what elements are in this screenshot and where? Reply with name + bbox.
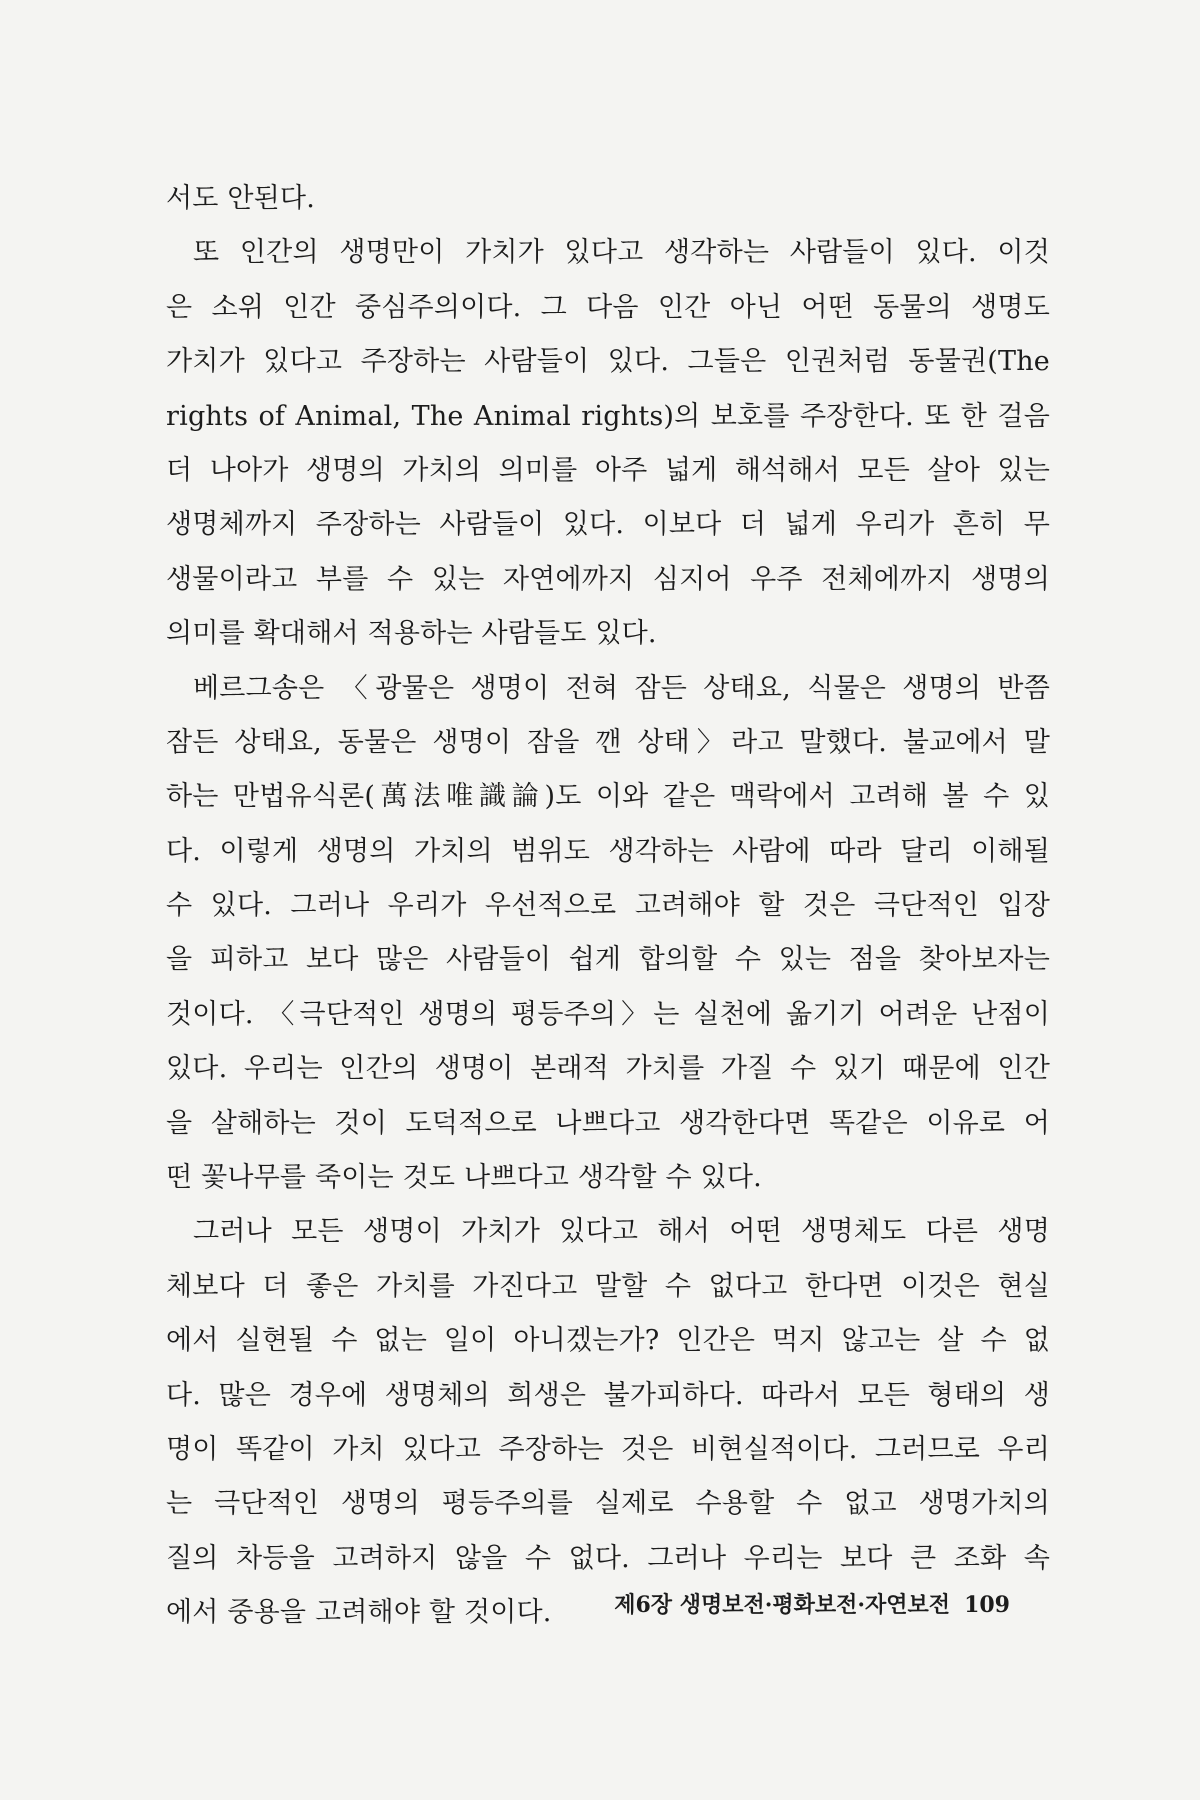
- text-line: 것이다. 〈극단적인 생명의 평등주의〉는 실천에 옮기기 어려운 난점이: [166, 998, 1050, 1030]
- page-footer: [0, 1588, 1010, 1619]
- paragraph-first-line: 베르그송은 〈광물은 생명이 전혀 잠든 상태요, 식물은 생명의 반쯤: [193, 672, 1050, 704]
- running-chapter-title: 제6장 생명보전·평화보전·자연보전: [614, 1592, 951, 1618]
- text-line: 다. 많은 경우에 생명체의 희생은 불가피하다. 따라서 모든 형태의 생: [166, 1379, 1050, 1411]
- paragraph-first-line: 또 인간의 생명만이 가치가 있다고 생각하는 사람들이 있다. 이것: [193, 237, 1050, 269]
- text-line: 가치가 있다고 주장하는 사람들이 있다. 그들은 인권처럼 동물권(The: [166, 346, 1050, 378]
- body-text: [166, 172, 1050, 1641]
- text-line: 는 극단적인 생명의 평등주의를 실제로 수용할 수 없고 생명가치의: [166, 1488, 1050, 1520]
- text-line: 하는 만법유식론(萬法唯識論)도 이와 같은 맥락에서 고려해 볼 수 있: [166, 781, 1050, 813]
- text-line: 에서 실현될 수 없는 일이 아니겠는가? 인간은 먹지 않고는 살 수 없: [166, 1325, 1050, 1357]
- text-line: 은 소위 인간 중심주의이다. 그 다음 인간 아닌 어떤 동물의 생명도: [166, 291, 1050, 323]
- text-line: 을 살해하는 것이 도덕적으로 나쁘다고 생각한다면 똑같은 이유로 어: [166, 1107, 1050, 1139]
- text-line: 생명체까지 주장하는 사람들이 있다. 이보다 더 넓게 우리가 흔히 무: [166, 509, 1050, 541]
- paragraph-first-line: 그러나 모든 생명이 가치가 있다고 해서 어떤 생명체도 다른 생명: [193, 1216, 1050, 1248]
- text-line: 떤 꽃나무를 죽이는 것도 나쁘다고 생각할 수 있다.: [166, 1162, 762, 1194]
- text-line: 서도 안된다.: [166, 183, 315, 214]
- text-line: rights of Animal, The Animal rights)의 보호를 주장한다. 또 한 걸음: [166, 400, 1050, 432]
- text-line: 잠든 상태요, 동물은 생명이 잠을 깬 상태〉라고 말했다. 불교에서 말: [166, 726, 1050, 758]
- text-line: 질의 차등을 고려하지 않을 수 없다. 그러나 우리는 보다 큰 조화 속: [166, 1542, 1050, 1574]
- text-line: 에서 중용을 고려해야 할 것이다.: [166, 1597, 552, 1629]
- text-line: 다. 이렇게 생명의 가치의 범위도 생각하는 사람에 따라 달리 이해될: [166, 835, 1050, 867]
- text-line: 을 피하고 보다 많은 사람들이 쉽게 합의할 수 있는 점을 찾아보자는: [166, 944, 1050, 976]
- page-number: 109: [964, 1592, 1010, 1618]
- text-line: 생물이라고 부를 수 있는 자연에까지 심지어 우주 전체에까지 생명의: [166, 563, 1050, 595]
- text-line: 의미를 확대해서 적용하는 사람들도 있다.: [166, 618, 657, 650]
- text-line: 수 있다. 그러나 우리가 우선적으로 고려해야 할 것은 극단적인 입장: [166, 890, 1050, 922]
- text-line: 명이 똑같이 가치 있다고 주장하는 것은 비현실적이다. 그러므로 우리: [166, 1433, 1050, 1465]
- text-line: 더 나아가 생명의 가치의 의미를 아주 넓게 해석해서 모든 살아 있는: [166, 454, 1050, 486]
- text-line: 체보다 더 좋은 가치를 가진다고 말할 수 없다고 한다면 이것은 현실: [166, 1270, 1050, 1302]
- text-line: 있다. 우리는 인간의 생명이 본래적 가치를 가질 수 있기 때문에 인간: [166, 1053, 1050, 1085]
